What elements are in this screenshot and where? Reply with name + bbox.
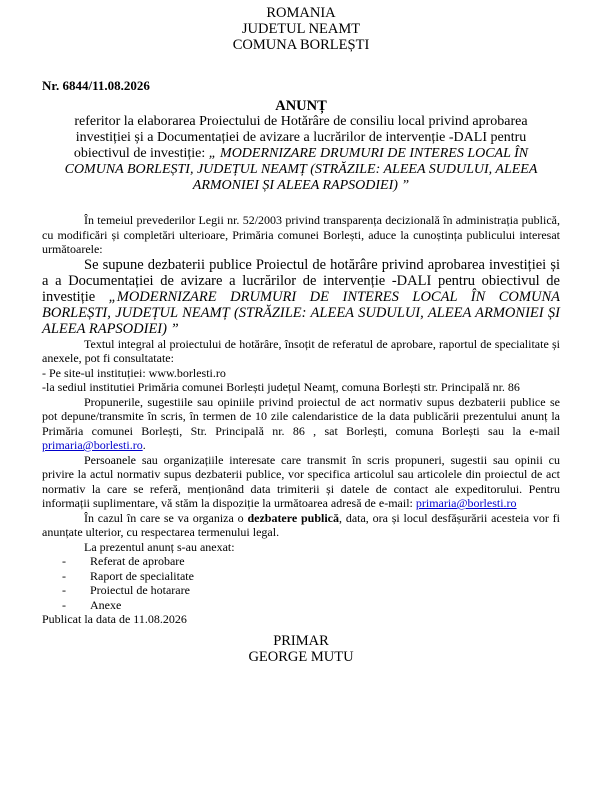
paragraph-public-debate — [42, 257, 560, 337]
document-number: Nr. 6844/11.08.2026 — [42, 78, 150, 93]
list-item: - Raport de specialitate — [62, 569, 560, 584]
debate-project-name: „MODERNIZARE DRUMURI DE INTERES LOCAL ÎN COMUNA BORLEȘTI, JUDEȚUL NEAMȚ (STRĂZILE: ALEEA SUDULUI, ALEEA ARMONIEI ȘI ALEEA RAPSODIEI) ” — [42, 288, 560, 337]
paragraph-debate-notice — [42, 511, 560, 540]
email-link[interactable]: primaria@borlesti.ro — [415, 496, 517, 510]
signer-name: GEORGE MUTU — [248, 648, 354, 665]
debate-notice-bold: dezbatere publică — [247, 510, 340, 525]
consultation-office: -la sediul institutiei Primăria comunei Borlești județul Neamț, comuna Borlești str. Principală nr. 86 — [42, 380, 520, 394]
annex-lead: La prezentul anunț s-au anexat: — [84, 539, 235, 554]
paragraph-consultation: Textul integral al proiectului de hotărâre, însoțit de referatul de aprobare, raportul de specialitate și anexele, pot fi consultatate: — [42, 336, 560, 365]
paragraph-proposals — [42, 395, 560, 453]
debate-notice-text-a: În cazul în care se va organiza o — [84, 510, 248, 525]
document-subject — [42, 114, 560, 194]
header-county: JUDETUL NEAMT — [241, 21, 361, 37]
subject-project-name: „ MODERNIZARE DRUMURI DE INTERES LOCAL ÎN COMUNA BORLEȘTI, JUDEȚUL NEAMȚ (STRĂZILE: ALEEA SUDULUI, ALEEA ARMONIEI ȘI ALEEA RAPSODIEI) ” — [64, 146, 538, 193]
proposals-text: Propunerile, sugestiile sau opiniile privind proiectul de act normativ supus dezbaterii publice se pot depune/transmite în scris, în termen de 10 zile calendaristice de la data publicării prezentului anunț la Primăria comunei Borlești, Str. Principală nr. 86 , sat Borlești, comuna Borlești sau la e-mail — [42, 394, 560, 438]
list-item: - Proiectul de hotarare — [62, 583, 560, 598]
signer-role: PRIMAR — [273, 632, 329, 649]
paragraph-contributors — [42, 453, 560, 511]
header-country: ROMANIA — [266, 5, 336, 21]
header-commune: COMUNA BORLEȘTI — [232, 37, 370, 53]
proposals-period: . — [142, 438, 146, 452]
document-header — [42, 0, 560, 53]
document-title: ANUNȚ — [275, 98, 327, 114]
email-link[interactable]: primaria@borlesti.ro — [42, 438, 143, 452]
consultation-website: - Pe site-ul instituției: www.borlesti.ro — [42, 365, 226, 380]
list-item: - Referat de aprobare — [62, 554, 560, 569]
paragraph-legal-basis: În temeiul prevederilor Legii nr. 52/2003 privind transparența decizională în administrația publică, cu modificări și completări ulterioare, Primăria comunei Borlești, aduce la cunoștința publicului interesat următoarele: — [42, 213, 560, 256]
debate-text: Se supune dezbaterii publice Proiectul de hotărâre privind aprobarea investiției și a a Documentației de avizare a lucrărilor de intervenție -DALI pentru obiectivul de investiție — [42, 256, 560, 305]
annex-list — [42, 554, 560, 612]
published-date: Publicat la data de 11.08.2026 — [42, 612, 187, 626]
subject-text: referitor la elaborarea Proiectului de Hotărâre de consiliu local privind aprobarea investiției și a Documentației de avizare a lucrărilor de intervenție -DALI pentru obiectivul de investiție: — [73, 114, 528, 161]
debate-notice-text-b: , data, ora și locul desfășurării acesteia vor fi anunțate ulterior, cu respectarea termenului legal. — [42, 510, 560, 539]
contributors-text: Persoanele sau organizațiile interesate care transmit în scris propuneri, sugestii sau opinii cu privire la actul normativ supus dezbaterii publice, vor specifica articolul sau articolele din proiectul de act normativ la care se referă, menționând data trimiterii și datele de contact ale expeditorului. Pentru informații suplimentare, vă stăm la dispoziție la următoarea adresă de e-mail: — [42, 452, 560, 510]
signature-block — [42, 633, 560, 665]
document-body — [42, 213, 560, 627]
list-item: - Anexe — [62, 598, 560, 613]
